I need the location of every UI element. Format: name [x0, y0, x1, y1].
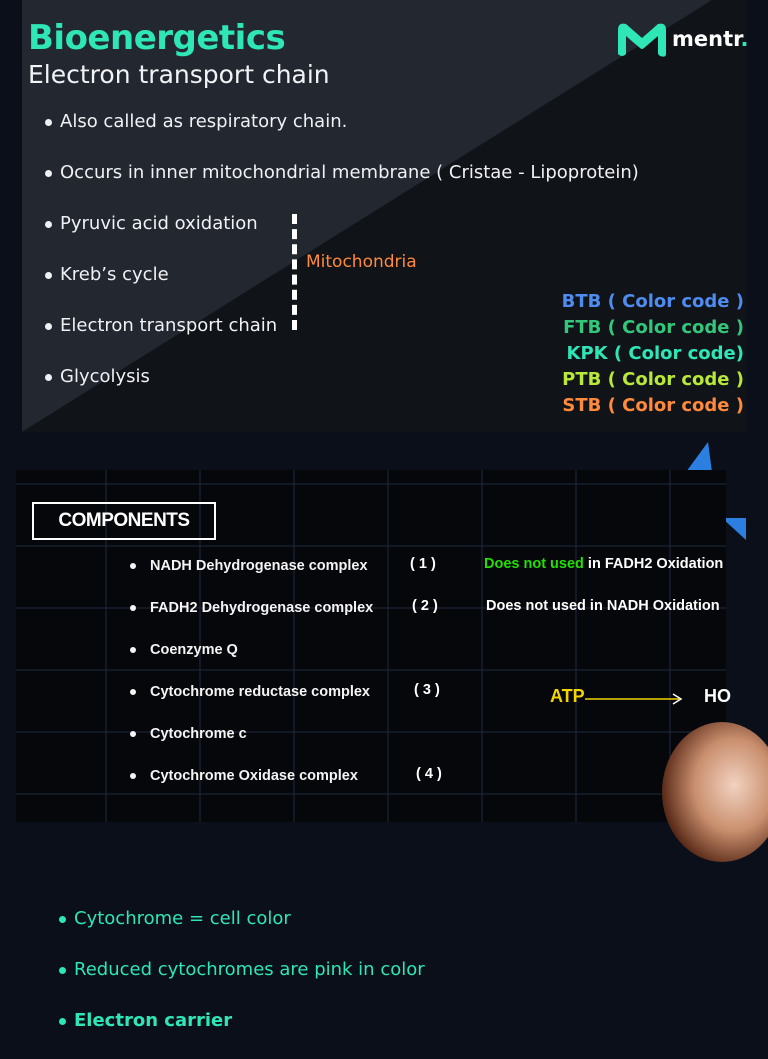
complex-number: ( 1 )	[410, 556, 436, 572]
color-code-kpk: KPK ( Color code)	[566, 343, 744, 364]
page-title: Bioenergetics	[28, 18, 286, 58]
complex-number: ( 2 )	[412, 598, 438, 614]
components-title: COMPONENTS	[32, 502, 216, 540]
components-list	[128, 556, 373, 808]
bullet-item: Glycolysis	[44, 365, 639, 416]
note-rest: in FADH2 Oxidation	[583, 556, 724, 572]
logo-wordmark	[672, 27, 748, 51]
component-item: Coenzyme Q	[128, 640, 373, 682]
bullet-item: Pyruvic acid oxidation	[44, 212, 639, 263]
component-item: Cytochrome c	[128, 724, 373, 766]
page-subtitle: Electron transport chain	[28, 60, 330, 89]
color-code-legend	[562, 290, 744, 420]
notes-list	[58, 906, 425, 1059]
presenter-head-image	[660, 722, 730, 822]
color-code-btb: BTB ( Color code )	[561, 291, 744, 312]
logo-dot: .	[740, 27, 749, 51]
note-item: Reduced cytochromes are pink in color	[58, 957, 425, 1008]
component-item: Cytochrome Oxidase complex	[128, 766, 373, 808]
complex-number: ( 4 )	[416, 766, 442, 782]
bullet-item: Occurs in inner mitochondrial membrane ( Cristae - Lipoprotein)	[44, 161, 639, 212]
note-item: Cytochrome = cell color	[58, 906, 425, 957]
title-slide	[22, 0, 749, 432]
dashed-bracket	[286, 214, 297, 330]
ho-label: HO	[704, 686, 731, 706]
decorative-triangle	[686, 442, 712, 472]
components-slide-image	[16, 470, 731, 822]
component-item: FADH2 Dehydrogenase complex	[128, 598, 373, 640]
mentr-logo	[614, 18, 749, 58]
bullet-item: Also called as respiratory chain.	[44, 110, 639, 161]
note-nadh	[484, 556, 723, 572]
note-item: Electron carrier	[58, 1008, 425, 1059]
mentr-logo-icon	[614, 18, 670, 58]
logo-text: mentr	[672, 27, 741, 51]
component-item: NADH Dehydrogenase complex	[128, 556, 373, 598]
color-code-ftb: FTB ( Color code )	[563, 317, 744, 338]
note-highlight: Does not used	[484, 556, 584, 572]
color-code-stb: STB ( Color code )	[562, 395, 744, 416]
color-code-ptb: PTB ( Color code )	[562, 369, 744, 390]
note-fadh2: Does not used in NADH Oxidation	[486, 598, 720, 614]
atp-label: ATP	[550, 686, 585, 706]
bullet-item: Electron transport chain	[44, 314, 639, 365]
component-item: Cytochrome reductase complex	[128, 682, 373, 724]
bullet-item: Kreb’s cycle	[44, 263, 639, 314]
mitochondria-label: Mitochondria	[306, 252, 417, 272]
arrow-icon	[585, 692, 687, 706]
complex-number: ( 3 )	[414, 682, 440, 698]
